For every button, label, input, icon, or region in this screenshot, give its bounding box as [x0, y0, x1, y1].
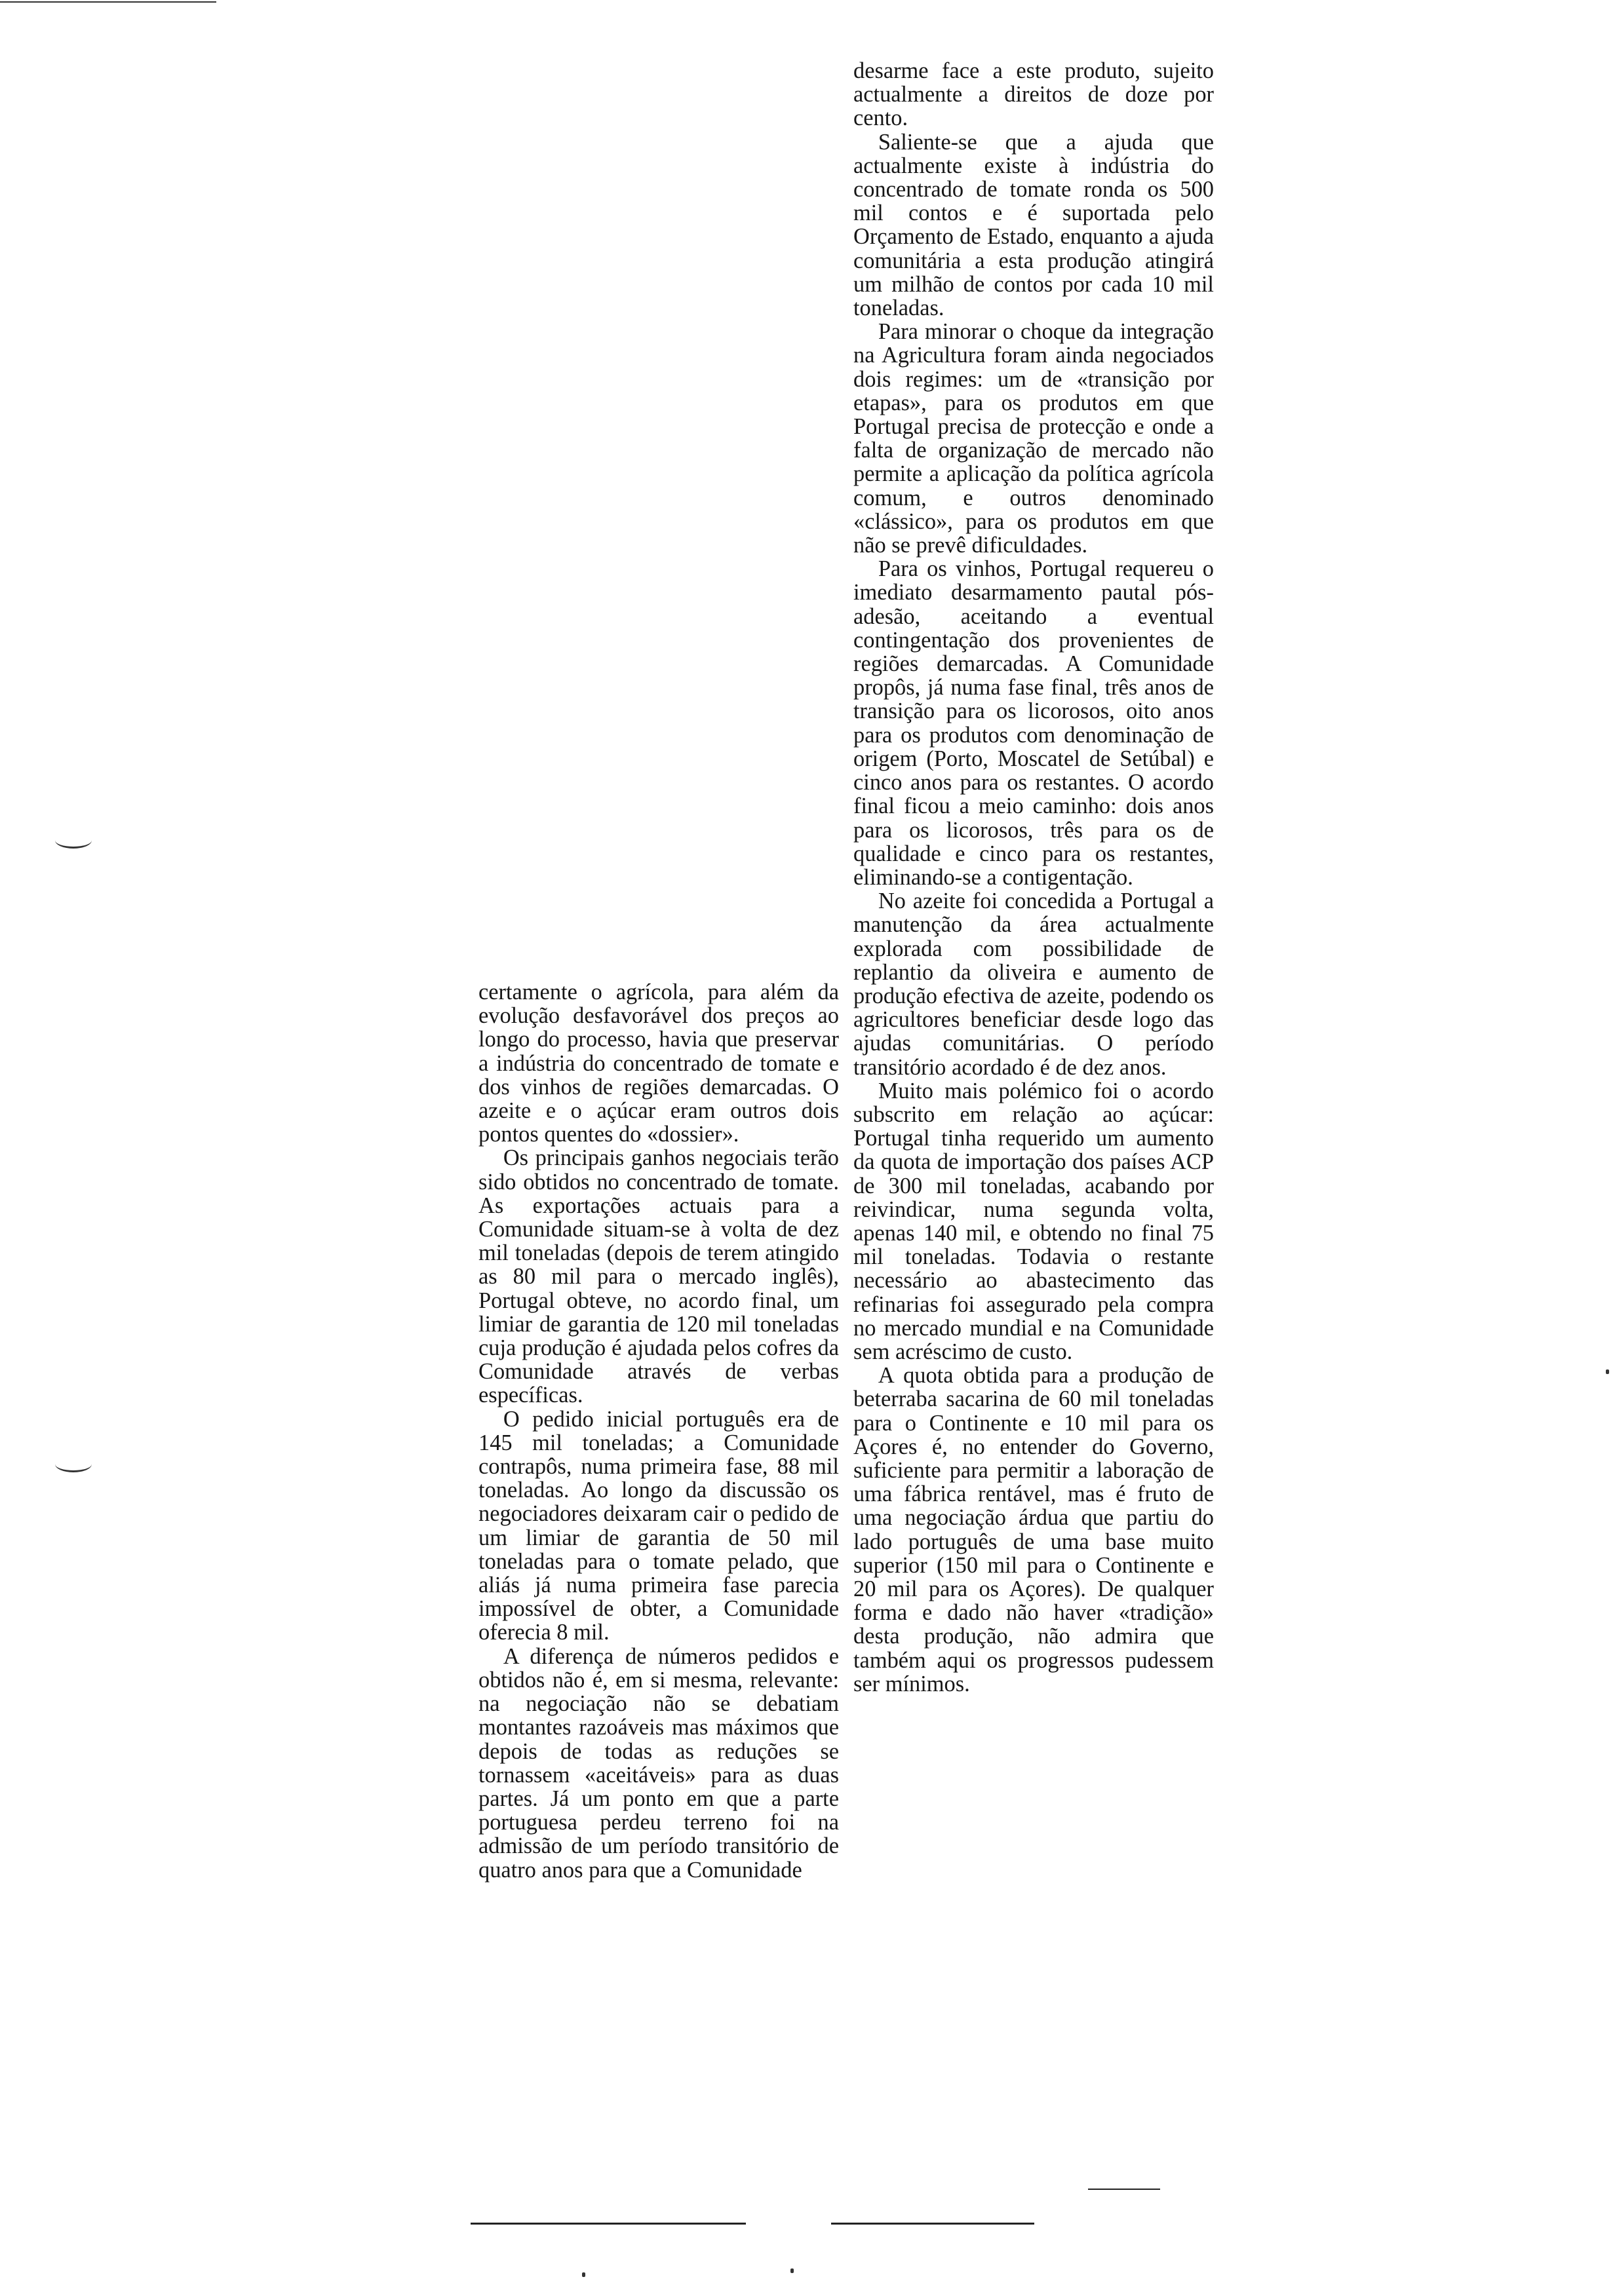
paragraph: desarme face a este produto, sujeito actualmente a direitos de doze por cento. [853, 58, 1214, 131]
bottom-rule-left [471, 2223, 746, 2225]
paragraph: A quota obtida para a produção de beterraba sacarina de 60 mil toneladas para o Continente e 10 mil para os Açores é, no entender do Governo, suficiente para permitir a laboração de uma fábrica rentável, mas é fruto de uma negociação árdua que partiu do lado português de uma base muito superior (150 mil para o Continente e 20 mil para os Açores). De qualquer forma e dado não haver «tradição» desta produção, não admira que também aqui os progressos pudessem ser mínimos. [853, 1363, 1214, 1696]
scan-speck [1606, 1369, 1609, 1374]
binder-hole-mark [55, 832, 92, 849]
paragraph: Saliente-se que a ajuda que actualmente existe à indústria do concentrado de tomate ronda os 500 mil contos e é suportada pelo Orçamento de Estado, enquanto a ajuda comunitária a esta produção atingirá um milhão de contos por cada 10 mil toneladas. [853, 129, 1214, 321]
paragraph: Muito mais polémico foi o acordo subscrito em relação ao açúcar: Portugal tinha requerido um aumento da quota de importação dos países ACP de 300 mil toneladas, acabando por reivindicar, numa segunda volta, apenas 140 mil, e obtendo no final 75 mil toneladas. Todavia o restante necessário ao abastecimento das refinarias foi assegurado pela compra no mercado mundial e na Comunidade sem acréscimo de custo. [853, 1078, 1214, 1364]
paragraph: Os principais ganhos negociais terão sido obtidos no concentrado de tomate. As exportações actuais para a Comunidade situam-se à volta de dez mil toneladas (depois de terem atingido as 80 mil para o mercado inglês), Portugal obteve, no acordo final, um limiar de garantia de 120 mil toneladas cuja produção é ajudada pelos cofres da Comunidade através de verbas específicas. [478, 1145, 839, 1408]
paragraph: certamente o agrícola, para além da evolução desfavorável dos preços ao longo do processo, havia que preservar a indústria do concentrado de tomate e dos vinhos de regiões demarcadas. O azeite e o açúcar eram outros dois pontos quentes do «dossier». [478, 980, 839, 1147]
article-column-left [478, 980, 839, 1882]
bottom-rule-right [831, 2223, 1034, 2225]
paragraph: A diferença de números pedidos e obtidos não é, em si mesma, relevante: na negociação não se debatiam montantes razoáveis mas máximos que depois de todas as reduções se tornassem «aceitáveis» para as duas partes. Já um ponto em que a parte portuguesa perdeu terreno foi na admissão de um período transitório de quatro anos para que a Comunidade [478, 1643, 839, 1883]
end-mark [1088, 2189, 1160, 2190]
top-edge-rule [0, 1, 216, 3]
scan-speck [790, 2268, 794, 2273]
scan-speck [582, 2272, 585, 2277]
paragraph: Para minorar o choque da integração na Agricultura foram ainda negociados dois regimes: um de «transição por etapas», para os produtos em que Portugal precisa de protecção e onde a falta de organização de mercado não permite a aplicação da política agrícola comum, e outros denominado «clássico», para os produtos em que não se prevê dificuldades. [853, 319, 1214, 558]
article-column-right [853, 59, 1214, 1696]
paragraph: O pedido inicial português era de 145 mil toneladas; a Comunidade contrapôs, numa primeira fase, 88 mil toneladas. Ao longo da discussão os negociadores deixaram cair o pedido de um limiar de garantia de 50 mil toneladas para o tomate pelado, que aliás já numa primeira fase parecia impossível de obter, a Comunidade oferecia 8 mil. [478, 1406, 839, 1645]
paragraph: No azeite foi concedida a Portugal a manutenção da área actualmente explorada com possibilidade de replantio da oliveira e aumento de produção efectiva de azeite, podendo os agricultores beneficiar desde logo das ajudas comunitárias. O período transitório acordado é de dez anos. [853, 889, 1214, 1080]
binder-hole-mark [55, 1456, 92, 1472]
paragraph: Para os vinhos, Portugal requereu o imediato desarmamento pautal pós-adesão, aceitando a eventual contingentação dos provenientes de regiões demarcadas. A Comunidade propôs, já numa fase final, três anos de transição para os licorosos, oito anos para os produtos com denominação de origem (Porto, Moscatel de Setúbal) e cinco anos para os restantes. O acordo final ficou a meio caminho: dois anos para os licorosos, três para os de qualidade e cinco para os restantes, eliminando-se a contigentação. [853, 556, 1214, 890]
